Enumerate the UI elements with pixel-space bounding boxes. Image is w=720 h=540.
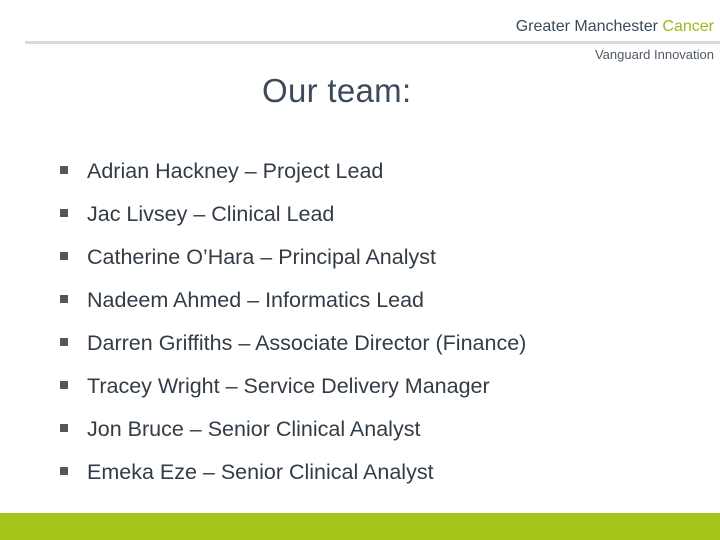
header-brand	[516, 18, 714, 36]
team-member: Jac Livsey – Clinical Lead	[87, 202, 335, 226]
square-bullet-icon	[60, 166, 68, 174]
list-item	[60, 408, 526, 451]
square-bullet-icon	[60, 467, 68, 475]
team-member: Jon Bruce – Senior Clinical Analyst	[87, 417, 421, 441]
header-divider	[25, 41, 720, 44]
square-bullet-icon	[60, 424, 68, 432]
list-item	[60, 451, 526, 494]
team-member: Tracey Wright – Service Delivery Manager	[87, 374, 490, 398]
team-member: Adrian Hackney – Project Lead	[87, 159, 384, 183]
square-bullet-icon	[60, 295, 68, 303]
header-subtitle: Vanguard Innovation	[594, 47, 714, 62]
team-list	[60, 150, 526, 494]
list-item	[60, 279, 526, 322]
list-item	[60, 150, 526, 193]
square-bullet-icon	[60, 209, 68, 217]
list-item	[60, 193, 526, 236]
brand-name: Greater Manchester	[515, 18, 658, 35]
team-member: Nadeem Ahmed – Informatics Lead	[87, 288, 425, 312]
team-member: Catherine O’Hara – Principal Analyst	[87, 245, 436, 269]
team-member: Darren Griffiths – Associate Director (Finance)	[87, 331, 527, 355]
square-bullet-icon	[60, 252, 68, 260]
list-item	[60, 236, 526, 279]
list-item	[60, 322, 526, 365]
footer-accent-bar	[0, 513, 720, 540]
team-member: Emeka Eze – Senior Clinical Analyst	[87, 460, 434, 484]
list-item	[60, 365, 526, 408]
square-bullet-icon	[60, 381, 68, 389]
brand-accent-word: Cancer	[662, 18, 714, 35]
square-bullet-icon	[60, 338, 68, 346]
slide-title: Our team:	[262, 72, 412, 109]
